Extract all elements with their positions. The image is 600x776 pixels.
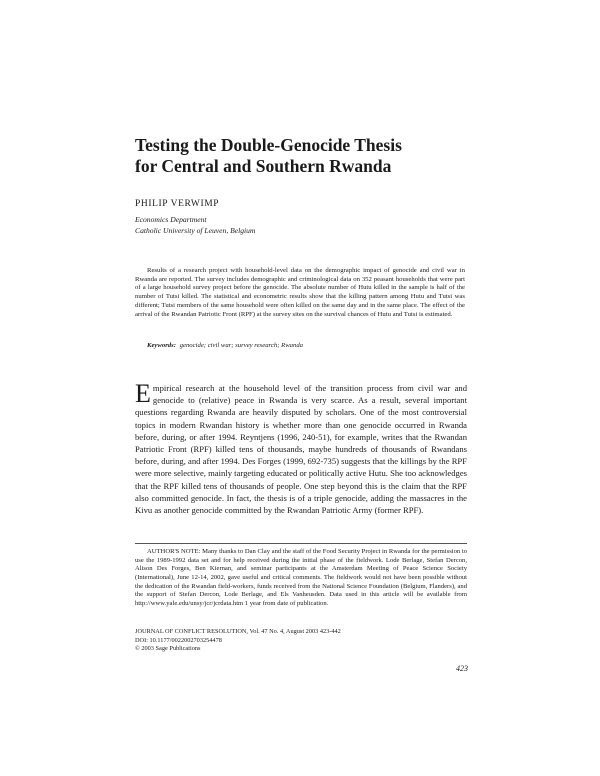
affiliation-institution: Catholic University of Leuven, Belgium — [135, 226, 256, 235]
title-line-1: Testing the Double-Genocide Thesis — [135, 135, 402, 155]
footnote-divider — [135, 543, 467, 544]
title-line-2: for Central and Southern Rwanda — [135, 156, 392, 176]
drop-cap: E — [135, 379, 151, 408]
authors-note: AUTHOR'S NOTE: Many thanks to Dan Clay and the staff of the Food Security Project in Rwanda for the permission to use the 1989-1992 data set and for help received during the initial phase of the fieldwork. Lode Berlage, Stefan Dercon, Alison Des Forges, Ben Kiernan, and seminar participants at the Amsterdam Meeting of Peace Science Society (International), June 12-14, 2002, gave useful and critical comments. The fieldwork would not have been possible without the dedication of the Rwandan field-workers, funds received from the National Science Foundation (Belgium, Flanders), and the support of Stefan Dercon, Lode Berlage, and Els Vanheusden. Data used in this article will be available from http://www.yale.edu/unsy/jcr/jcrdata.htm 1 year from date of publication. — [135, 548, 467, 607]
author-name: PHILIP VERWIMP — [135, 199, 220, 209]
journal-info — [135, 628, 475, 654]
journal-copyright: © 2003 Sage Publications — [135, 645, 201, 653]
journal-doi: DOI: 10.1177/0022002703254478 — [135, 636, 222, 644]
affiliation-department: Economics Department — [135, 215, 207, 224]
body-paragraph — [135, 379, 467, 516]
author-affiliation — [135, 214, 255, 236]
keywords-text: genocide; civil war; survey research; Rwanda — [179, 342, 304, 349]
keywords — [147, 342, 477, 349]
abstract: Results of a research project with household-level data on the demographic impact of genocide and civil war in Rwanda are reported. The survey includes demographic and criminological data on 352 peasant households that were part of a large household survey project before the genocide. The absolute number of Hutu killed in the sample is half of the number of Tutsi killed. The statistical and econometric results show that the killing pattern among Hutu and Tutsi was different; Tutsi members of the same household were often killed on the same day and in the same place. The effect of the arrival of the Rwandan Patriotic Front (RPF) at the survey sites on the survival chances of Hutu and Tutsi is estimated. — [135, 267, 465, 318]
body-text: mpirical research at the household level of the transition process from civil war and genocide to (relative) peace in Rwanda is very scarce. As a result, several important questions regarding Rwanda are heavily disputed by scholars. One of the most controversial topics in modern Rwandan history is whether more than one genocide occurred in Rwanda before, during, or after 1994. Reyntjens (1996, 240-51), for example, writes that the Rwandan Patriotic Front (RPF) killed tens of thousands, maybe hundreds of thousands of Rwandans before, during, and after 1994. Des Forges (1999, 692-735) suggests that the killings by the RPF were more selective, mainly targeting educated or politically active Hutu. She too acknowledges that the RPF killed tens of thousands of people. One step beyond this is the claim that the RPF also committed genocide. In fact, the thesis is of a triple genocide, adding the massacres in the Kivu as another genocide committed by the Rwandan Patriotic Army (former RPF). — [135, 383, 467, 516]
keywords-label: Keywords: — [147, 342, 176, 349]
paper-title — [135, 135, 495, 177]
journal-citation: JOURNAL OF CONFLICT RESOLUTION, Vol. 47 No. 4, August 2003 423-442 — [135, 628, 341, 635]
page-number: 423 — [456, 664, 468, 673]
